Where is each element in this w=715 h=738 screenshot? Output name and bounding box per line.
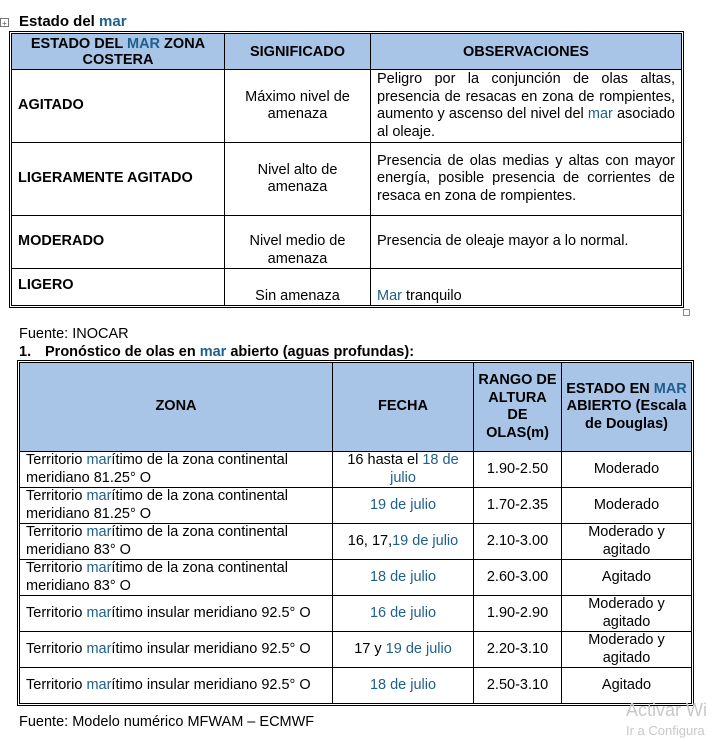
section2-title: 1. Pronóstico de olas en mar abierto (aguas profundas): bbox=[19, 344, 415, 360]
cell-significado: Sin amenaza bbox=[225, 269, 371, 306]
header-significado: SIGNIFICADO bbox=[225, 34, 371, 70]
cell-estado: Agitado bbox=[562, 668, 692, 704]
cell-zona: Territorio marítimo insular meridiano 92.5° O bbox=[20, 668, 333, 704]
cell-estado: AGITADO bbox=[12, 70, 225, 143]
cell-observaciones: Peligro por la conjunción de olas altas, presencia de resacas en zona de rompientes, aumento y ascenso del nivel del mar asociado al oleaje. bbox=[371, 70, 682, 143]
cell-fecha: 18 de julio bbox=[333, 560, 474, 596]
source-inocar: Fuente: INOCAR bbox=[19, 326, 129, 342]
table-resize-handle-icon[interactable] bbox=[683, 309, 690, 316]
cell-zona: Territorio marítimo de la zona continental meridiano 81.25° O bbox=[20, 488, 333, 524]
cell-fecha: 16, 17,19 de julio bbox=[333, 524, 474, 560]
sea-state-header-row bbox=[12, 34, 682, 70]
cell-estado: Agitado bbox=[562, 560, 692, 596]
cell-zona: Territorio marítimo insular meridiano 92.5° O bbox=[20, 632, 333, 668]
cell-estado: LIGERAMENTE AGITADO bbox=[12, 143, 225, 216]
cell-rango: 1.70-2.35 bbox=[474, 488, 562, 524]
cell-observaciones: Presencia de olas medias y altas con mayor energía, posible presencia de corrientes de resaca en zona de rompientes. bbox=[371, 143, 682, 216]
table-row bbox=[20, 560, 692, 596]
table-row bbox=[12, 143, 682, 216]
table-row bbox=[12, 216, 682, 269]
cell-fecha: 17 y 19 de julio bbox=[333, 632, 474, 668]
cell-observaciones: Mar tranquilo bbox=[371, 269, 682, 306]
cell-zona: Territorio marítimo de la zona continental meridiano 83° O bbox=[20, 560, 333, 596]
header-estado-abierto: ESTADO EN MAR ABIERTO (Escala de Douglas) bbox=[562, 363, 692, 452]
table-row bbox=[20, 452, 692, 488]
cell-estado: Moderado y agitado bbox=[562, 524, 692, 560]
table-move-handle-icon[interactable]: + bbox=[0, 18, 9, 27]
activation-watermark: Activar Wi bbox=[626, 700, 707, 720]
header-observaciones: OBSERVACIONES bbox=[371, 34, 682, 70]
cell-estado: Moderado y agitado bbox=[562, 632, 692, 668]
table-row bbox=[20, 632, 692, 668]
cell-significado: Nivel alto de amenaza bbox=[225, 143, 371, 216]
table-row bbox=[20, 524, 692, 560]
source-model: Fuente: Modelo numérico MFWAM – ECMWF bbox=[19, 714, 315, 730]
cell-estado: Moderado y agitado bbox=[562, 596, 692, 632]
table-row bbox=[12, 70, 682, 143]
cell-rango: 2.50-3.10 bbox=[474, 668, 562, 704]
cell-observaciones: Presencia de oleaje mayor a lo normal. bbox=[371, 216, 682, 269]
cell-fecha: 19 de julio bbox=[333, 488, 474, 524]
cell-rango: 1.90-2.90 bbox=[474, 596, 562, 632]
cell-estado: LIGERO bbox=[12, 269, 225, 306]
cell-rango: 2.10-3.00 bbox=[474, 524, 562, 560]
header-rango: RANGO DE ALTURA DE OLAS(m) bbox=[474, 363, 562, 452]
cell-zona: Territorio marítimo de la zona continental meridiano 81.25° O bbox=[20, 452, 333, 488]
cell-significado: Nivel medio de amenaza bbox=[225, 216, 371, 269]
table-row bbox=[20, 488, 692, 524]
header-estado-costera: ESTADO DEL MAR ZONA COSTERA bbox=[12, 34, 225, 70]
wave-forecast-table bbox=[19, 362, 692, 704]
cell-rango: 2.20-3.10 bbox=[474, 632, 562, 668]
sea-state-table bbox=[11, 33, 682, 306]
table-row bbox=[20, 668, 692, 704]
cell-estado: Moderado bbox=[562, 488, 692, 524]
cell-significado: Máximo nivel de amenaza bbox=[225, 70, 371, 143]
cell-fecha: 16 de julio bbox=[333, 596, 474, 632]
cell-estado: MODERADO bbox=[12, 216, 225, 269]
header-zona: ZONA bbox=[20, 363, 333, 452]
section1-title: Estado del mar bbox=[19, 13, 127, 30]
cell-zona: Territorio marítimo insular meridiano 92.5° O bbox=[20, 596, 333, 632]
activation-watermark-sub: Ir a Configura bbox=[626, 723, 705, 738]
cell-rango: 2.60-3.00 bbox=[474, 560, 562, 596]
cell-fecha: 16 hasta el 18 de julio bbox=[333, 452, 474, 488]
cell-estado: Moderado bbox=[562, 452, 692, 488]
forecast-header-row bbox=[20, 363, 692, 452]
table-row bbox=[20, 596, 692, 632]
cell-fecha: 18 de julio bbox=[333, 668, 474, 704]
header-fecha: FECHA bbox=[333, 363, 474, 452]
table-row bbox=[12, 269, 682, 306]
cell-zona: Territorio marítimo de la zona continental meridiano 83° O bbox=[20, 524, 333, 560]
cell-rango: 1.90-2.50 bbox=[474, 452, 562, 488]
